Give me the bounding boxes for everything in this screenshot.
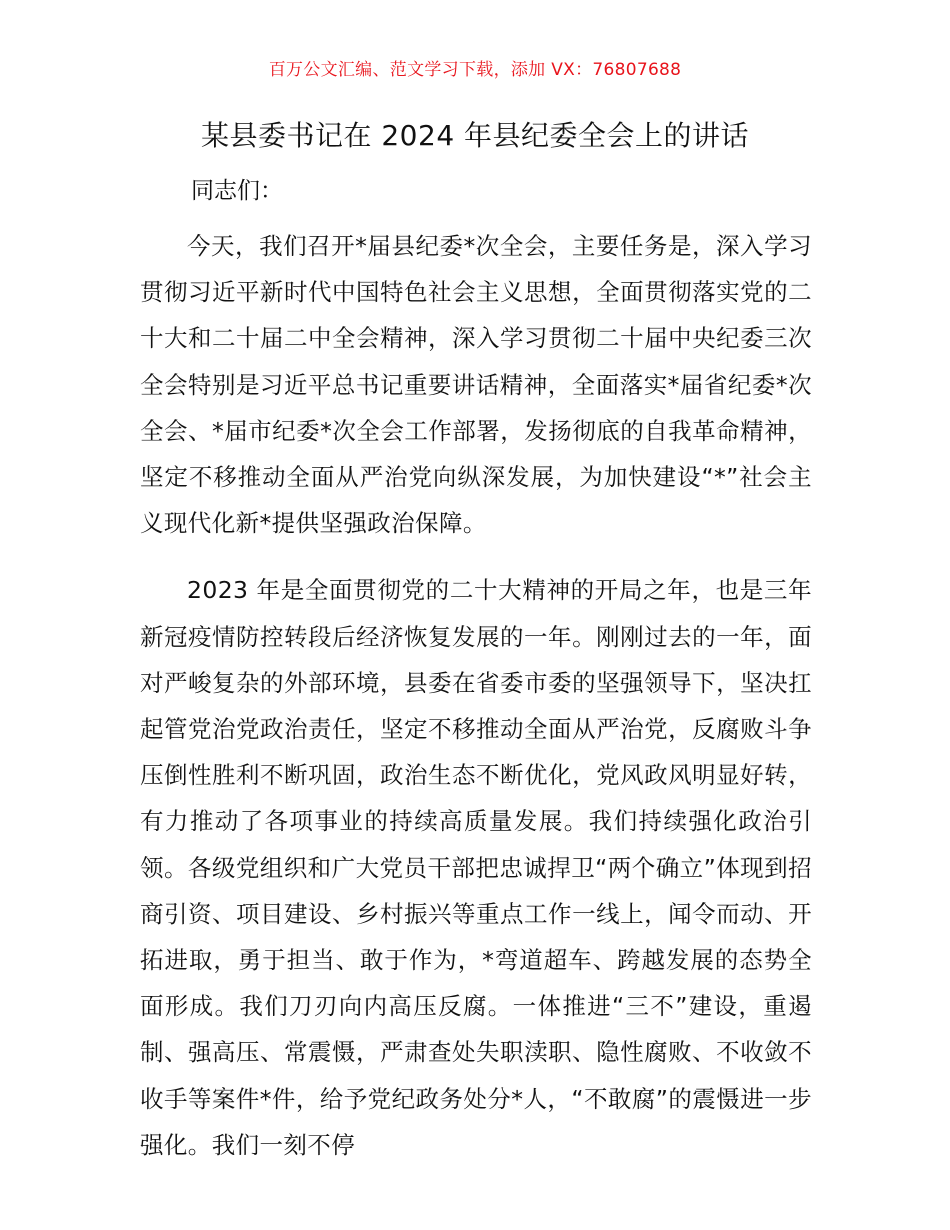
paragraph: 2023 年是全面贯彻党的二十大精神的开局之年，也是三年新冠疫情防控转段后经济恢复发展的一年。刚刚过去的一年，面对严峻复杂的外部环境，县委在省委市委的坚强领导下，坚决扛起管党治党政治责任，坚定不移推动全面从严治党，反腐败斗争压倒性胜利不断巩固，政治生态不断优化，党风政风明显好转，有力推动了各项事业的持续高质量发展。我们持续强化政治引领。各级党组织和广大党员干部把忠诚捍卫“两个确立”体现到招商引资、项目建设、乡村振兴等重点工作一线上，闻令而动、开拓进取，勇于担当、敢于作为，*弯道超车、跨越发展的态势全面形成。我们刀刃向内高压反腐。一体推进“三不”建设，重遏制、强高压、常震慑，严肃查处失职渎职、隐性腐败、不收敛不收手等案件*件，给予党纪政务处分*人，“不敢腐”的震慑进一步强化。我们一刻不停 (140, 576, 812, 1159)
paragraph: 今天，我们召开*届县纪委*次全会，主要任务是，深入学习贯彻习近平新时代中国特色社会主义思想，全面贯彻落实党的二十大和二十届二中全会精神，深入学习贯彻二十届中央纪委三次全会特别是习近平总书记重要讲话精神，全面落实*届省纪委*次全会、*届市纪委*次全会工作部署，发扬彻底的自我革命精神，坚定不移推动全面从严治党向纵深发展，为加快建设“*”社会主义现代化新*提供坚强政治保障。 (140, 232, 812, 538)
promo-header: 百万公文汇编、范文学习下载，添加 VX：76807688 (268, 60, 682, 80)
salutation: 同志们： (191, 178, 283, 204)
document-body (140, 223, 812, 1189)
document-title: 某县委书记在 2024 年县纪委全会上的讲话 (200, 119, 750, 152)
